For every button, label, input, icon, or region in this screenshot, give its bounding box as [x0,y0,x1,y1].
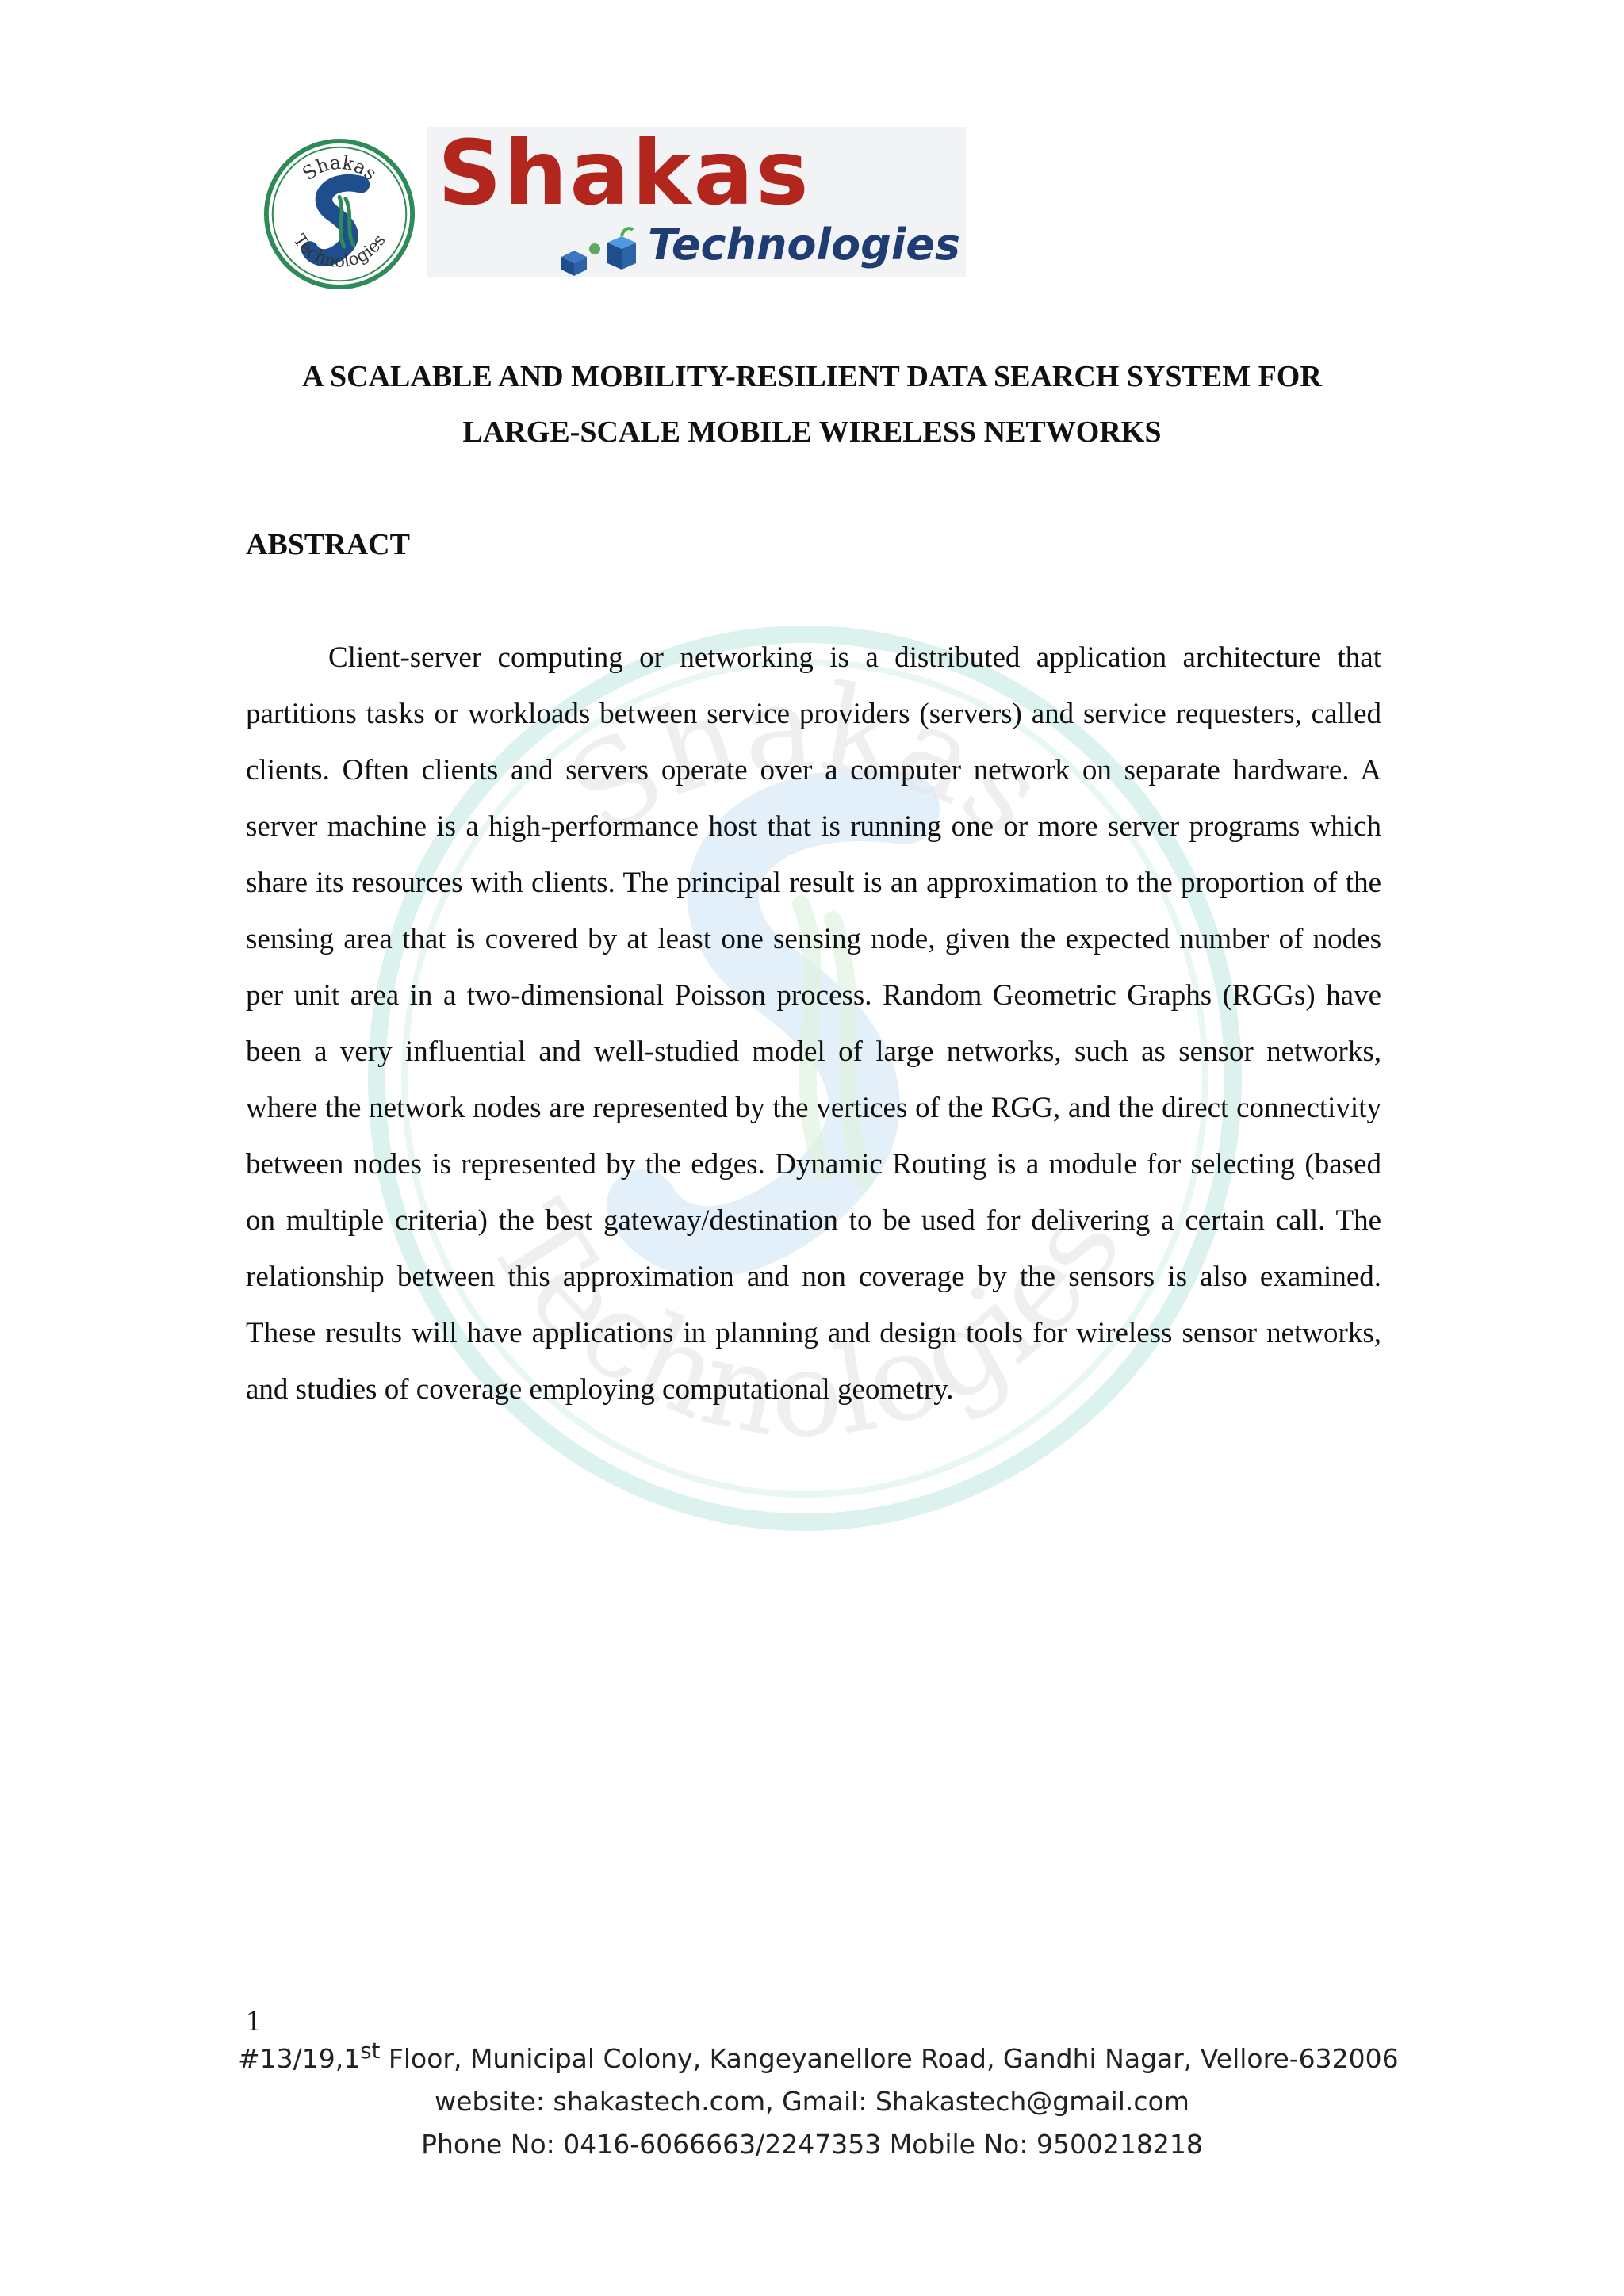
brand-subtitle: Technologies [648,220,961,270]
title-line-1: A SCALABLE AND MOBILITY-RESILIENT DATA SEARCH SYSTEM FOR [302,360,1322,393]
logo-seal-icon [262,136,417,292]
page-number: 1 [246,2004,261,2038]
address-superscript: st [360,2038,381,2064]
brand-name: Shakas [438,122,811,225]
abstract-paragraph: Client-server computing or networking is a distributed application architecture that partitions tasks or workloads between service providers (servers) and service requesters, called clients. Often clients and servers operate over a computer network on separate hardware. A server machine is a high-performance host that is running one or more server programs which share its resources with clients. The principal result is an approximation to the proportion of the sensing area that is covered by at least one sensing node, given the expected number of nodes per unit area in a two-dimensional Poisson process. Random Geometric Graphs (RGGs) have been a very influential and well-studied model of large networks, such as sensor networks, where the network nodes are represented by the vertices of the RGG, and the direct connectivity between nodes is represented by the edges. Dynamic Routing is a module for selecting (based on multiple criteria) the best gateway/destination to be used for delivering a certain call. The relationship between this approximation and non coverage by the sensors is also examined. These results will have applications in planning and design tools for wireless sensor networks, and studies of coverage employing computational geometry. [246,641,1381,1406]
document-title [238,349,1386,460]
svg-text:Shakas: Shakas [298,151,381,186]
watermark-top-text: Shakas [545,658,1067,864]
title-line-2: LARGE-SCALE MOBILE WIRELESS NETWORKS [462,415,1162,449]
footer-web: website: shakastech.com, Gmail: Shakastech@gmail.com [435,2086,1189,2117]
watermark-bottom-text: Technologies [461,1181,1149,1464]
footer-address [238,2030,1399,2080]
footer-phone: Phone No: 0416-6066663/2247353 Mobile No: 9500218218 [421,2129,1203,2160]
footer-contact [238,2030,1399,2166]
cubes-icon [555,225,642,279]
address-prefix: #13/19,1 [238,2043,361,2074]
abstract-heading: ABSTRACT [246,528,410,561]
svg-text:Technologies: Technologies [289,231,390,272]
address-suffix: Floor, Municipal Colony, Kangeyanellore Road, Gandhi Nagar, Vellore-632006 [380,2043,1399,2074]
company-logo [254,119,967,285]
